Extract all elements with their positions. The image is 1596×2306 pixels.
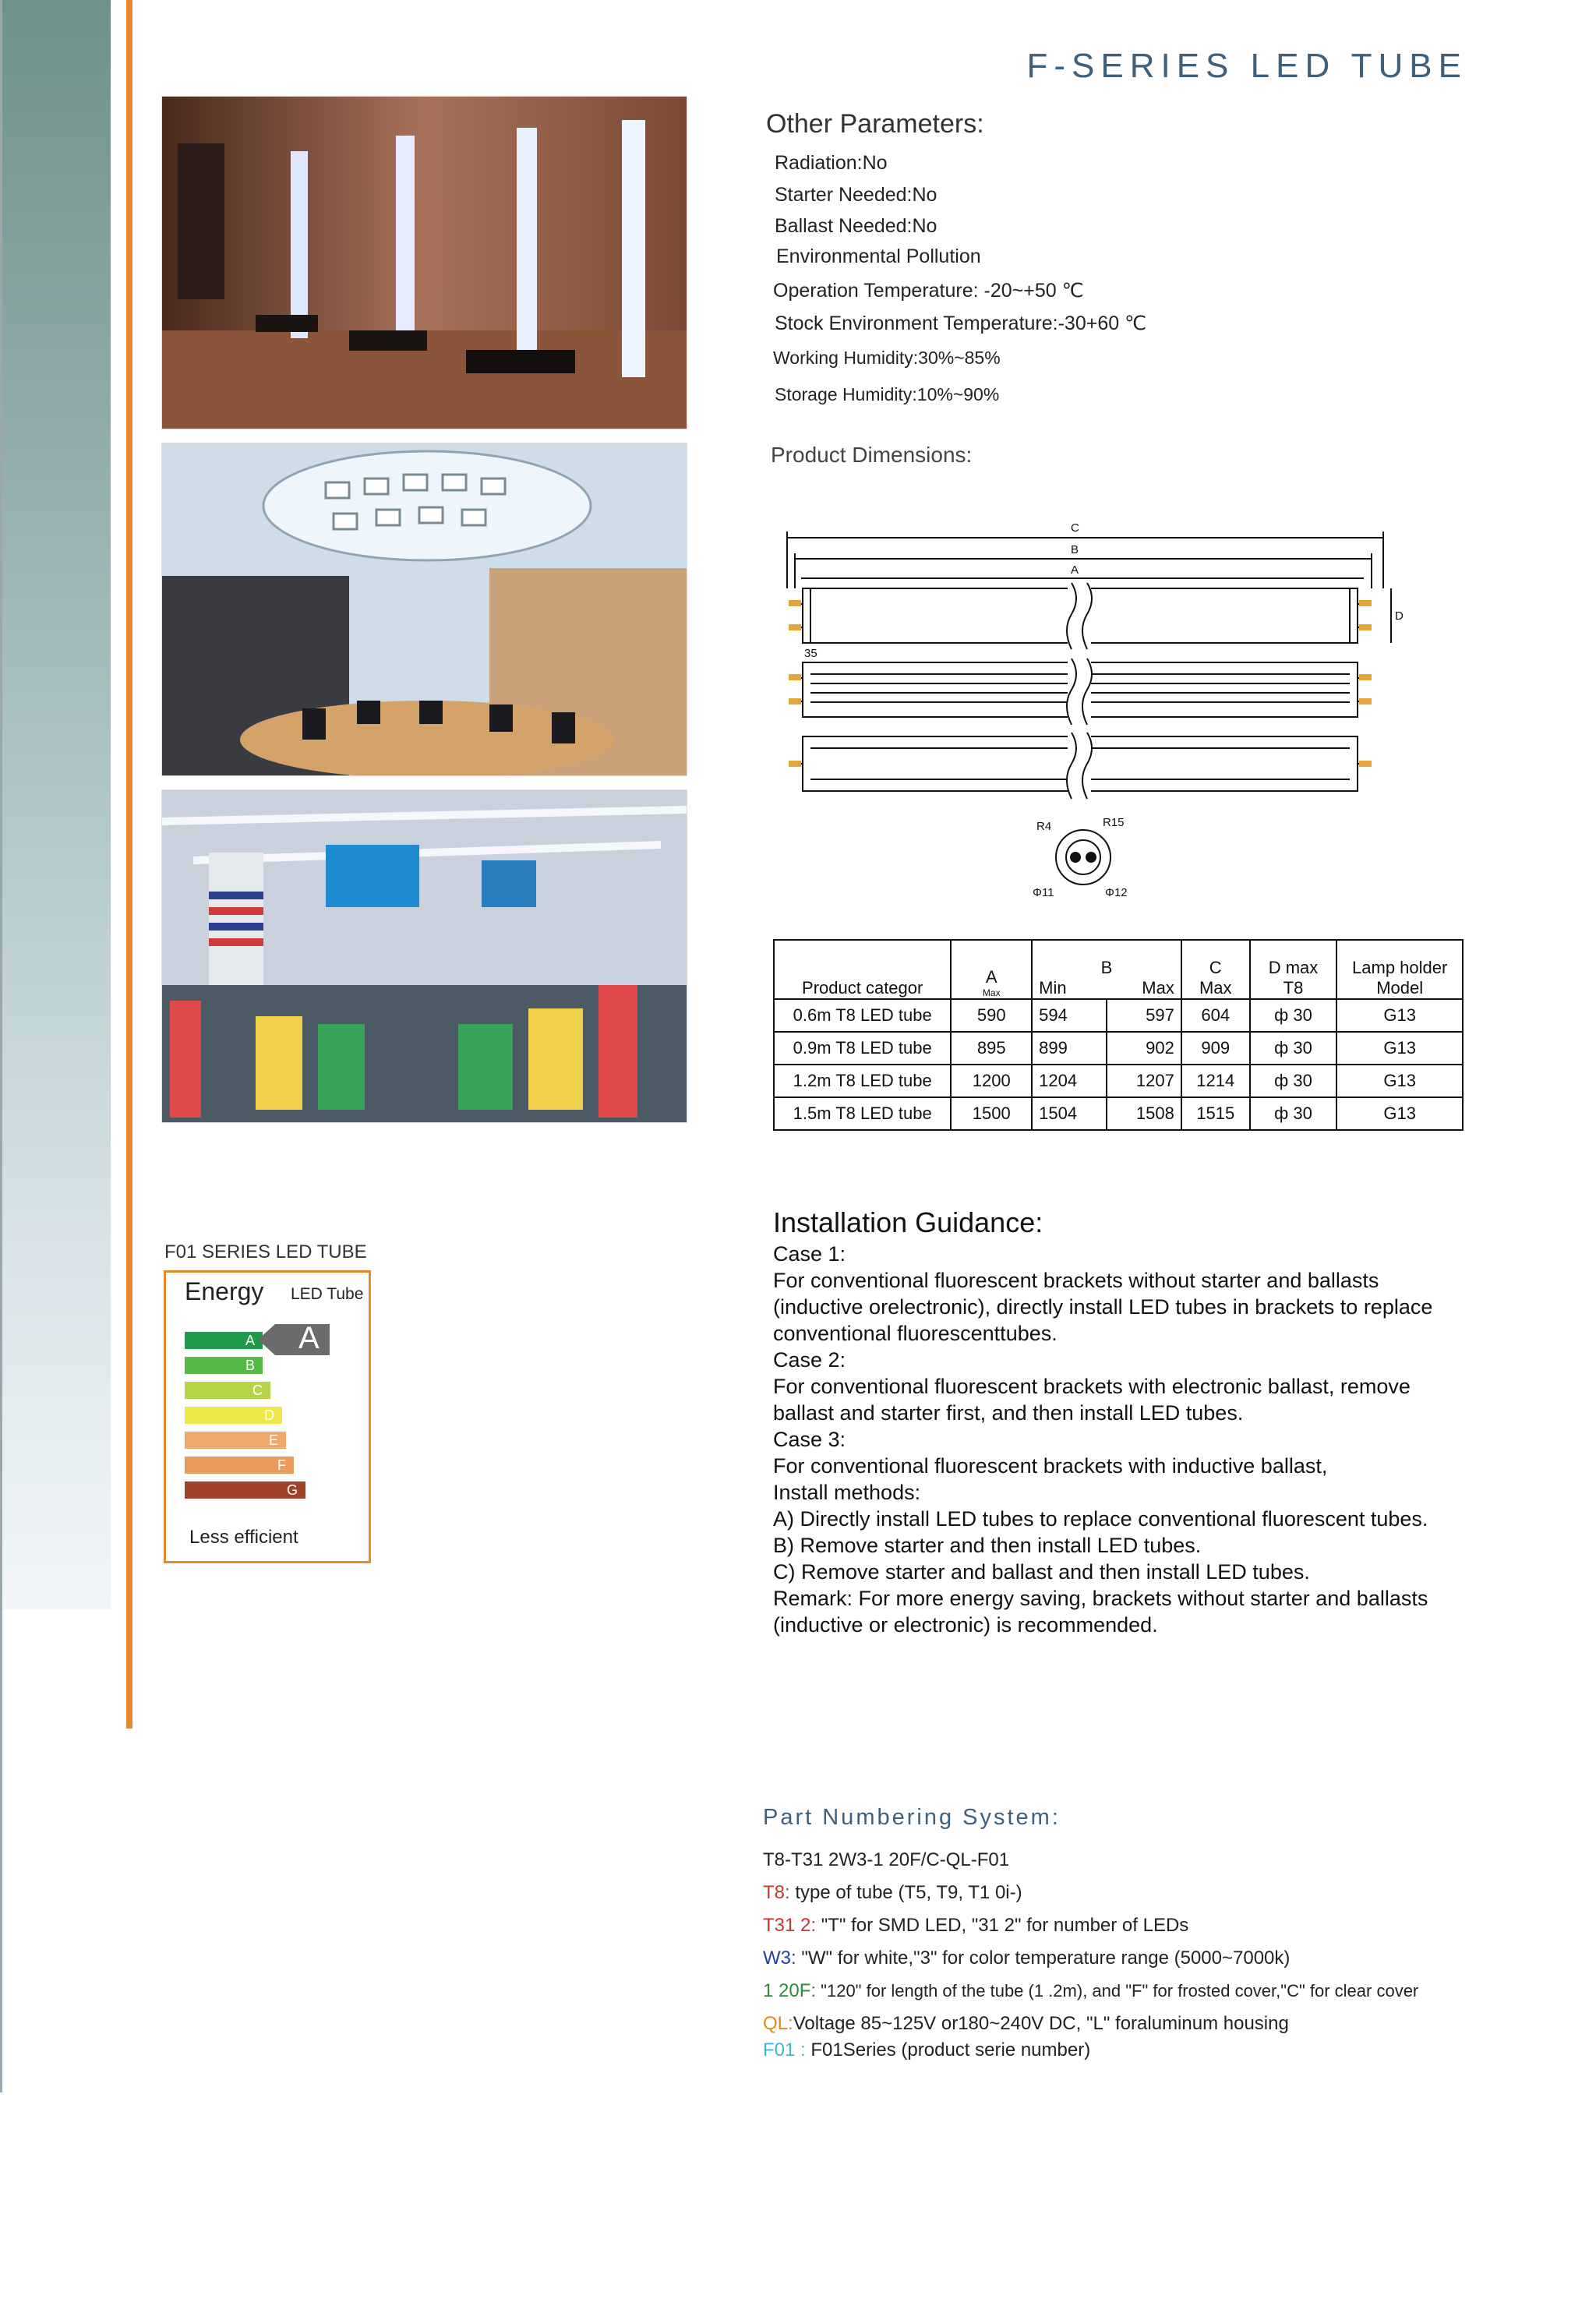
th-a: A Max: [951, 940, 1032, 999]
energy-bar-e: E: [185, 1432, 286, 1449]
part-number-item: [763, 1975, 1542, 2008]
dim-label-r4: R4: [1036, 820, 1052, 833]
part-desc: F01Series (product serie number): [805, 2039, 1091, 2061]
energy-bar-a: A: [185, 1332, 263, 1349]
cell-a: 895: [951, 1032, 1032, 1065]
part-number-item: [763, 1877, 1542, 1909]
energy-label: [164, 1270, 371, 1563]
install-line: conventional fluorescenttubes.: [773, 1322, 1058, 1345]
cell-b-max: 902: [1107, 1032, 1181, 1065]
install-line: For conventional fluorescent brackets with inductive ballast,: [773, 1454, 1328, 1478]
page-title: F-SERIES LED TUBE: [1026, 47, 1467, 85]
cell-b-max: 597: [1107, 999, 1181, 1032]
cell-product: 0.9m T8 LED tube: [774, 1032, 951, 1065]
cell-c: 1515: [1181, 1097, 1250, 1130]
cell-c: 604: [1181, 999, 1250, 1032]
part-numbering-heading: Part Numbering System:: [763, 1805, 1061, 1830]
energy-bar-d: D: [185, 1407, 282, 1424]
param-operation-temp: Operation Temperature: -20~+50 ℃: [773, 280, 1084, 302]
cell-c: 909: [1181, 1032, 1250, 1065]
energy-label-caption: F01 SERIES LED TUBE: [164, 1241, 367, 1262]
param-ballast: Ballast Needed:No: [775, 215, 937, 237]
cell-product: 0.6m T8 LED tube: [774, 999, 951, 1032]
table-row: [774, 999, 1463, 1032]
part-code: T31 2:: [763, 1915, 817, 1936]
th-d: D max T8: [1250, 940, 1337, 999]
cell-lamp: G13: [1336, 1065, 1463, 1097]
cell-b-min: 899: [1032, 1032, 1107, 1065]
installation-text: [773, 1241, 1474, 1638]
part-numbering-list: [763, 1844, 1542, 2067]
sidebar-gradient: [0, 0, 111, 1609]
install-line: For conventional fluorescent brackets with electronic ballast, remove: [773, 1375, 1411, 1398]
photo-meeting-room: [161, 443, 687, 776]
energy-footer: Less efficient: [189, 1527, 298, 1548]
energy-bar-b: B: [185, 1357, 263, 1374]
install-line: Install methods:: [773, 1481, 921, 1504]
install-line: A) Directly install LED tubes to replace conventional fluorescent tubes.: [773, 1507, 1428, 1531]
install-line: C) Remove starter and ballast and then install LED tubes.: [773, 1560, 1310, 1584]
energy-title: Energy: [185, 1277, 264, 1305]
part-desc: "T" for SMD LED, "31 2" for number of LEDs: [816, 1915, 1189, 1936]
part-number-item: [763, 1909, 1542, 1942]
cell-product: 1.2m T8 LED tube: [774, 1065, 951, 1097]
dim-label-offset: 35: [804, 647, 817, 660]
part-desc: "W" for white,"3" for color temperature range (5000~7000k): [796, 1948, 1291, 1969]
part-desc: type of tube (T5, T9, T1 0i-): [789, 1882, 1022, 1903]
other-parameters-heading: Other Parameters:: [766, 109, 984, 139]
part-code: F01 :: [763, 2039, 806, 2061]
cell-d: ф 30: [1250, 1097, 1337, 1130]
th-lamp: Lamp holder Model: [1336, 940, 1463, 999]
energy-bar-c: C: [185, 1382, 270, 1399]
install-line: B) Remove starter and then install LED tubes.: [773, 1534, 1202, 1557]
install-line: ballast and starter first, and then install LED tubes.: [773, 1401, 1244, 1425]
param-radiation: Radiation:No: [775, 152, 888, 174]
dim-label-b: B: [1071, 543, 1079, 556]
cell-a: 1200: [951, 1065, 1032, 1097]
photo-supermarket: [161, 789, 687, 1123]
param-working-humidity: Working Humidity:30%~85%: [773, 348, 1001, 368]
dimensions-heading: Product Dimensions:: [771, 443, 973, 467]
cell-lamp: G13: [1336, 1097, 1463, 1130]
installation-heading: Installation Guidance:: [773, 1206, 1043, 1238]
install-line: Case 2:: [773, 1348, 846, 1372]
dimension-diagram: [779, 514, 1418, 920]
install-line: Case 3:: [773, 1428, 846, 1451]
install-line: Case 1:: [773, 1242, 846, 1266]
dim-label-r15: R15: [1103, 816, 1125, 829]
cell-lamp: G13: [1336, 1032, 1463, 1065]
cell-b-min: 594: [1032, 999, 1107, 1032]
sidebar-edge-line: [0, 0, 2, 2092]
energy-rating: A: [298, 1321, 320, 1355]
install-line: Remark: For more energy saving, brackets without starter and ballasts: [773, 1587, 1428, 1610]
orange-vertical-rule: [126, 0, 132, 1729]
dim-label-d: D: [1395, 609, 1404, 623]
cell-product: 1.5m T8 LED tube: [774, 1097, 951, 1130]
cell-b-min: 1504: [1032, 1097, 1107, 1130]
part-number-example: T8-T31 2W3-1 20F/C-QL-F01: [763, 1849, 1010, 1870]
cell-c: 1214: [1181, 1065, 1250, 1097]
part-desc: "120" for length of the tube (1 .2m), and "F" for frosted cover,"C" for clear cover: [816, 1981, 1419, 2001]
part-desc: Voltage 85~125V or180~240V DC, "L" foraluminum housing: [793, 2013, 1289, 2034]
table-row: [774, 1032, 1463, 1065]
dim-label-a: A: [1071, 563, 1079, 577]
photo-corridor: [161, 96, 687, 429]
cell-d: ф 30: [1250, 1032, 1337, 1065]
part-number-item: [763, 1942, 1542, 1975]
part-code: 1 20F:: [763, 1980, 817, 2001]
dim-label-phi12: Φ12: [1105, 886, 1128, 899]
part-code: QL:: [763, 2013, 793, 2034]
install-line: (inductive orelectronic), directly install LED tubes in brackets to replace: [773, 1295, 1433, 1319]
energy-subtitle: LED Tube: [291, 1285, 364, 1303]
param-starter: Starter Needed:No: [775, 184, 937, 206]
th-product: Product categor: [774, 940, 951, 999]
dim-label-phi11: Φ11: [1033, 886, 1054, 899]
cell-d: ф 30: [1250, 999, 1337, 1032]
th-c: C Max: [1181, 940, 1250, 999]
spec-table: [773, 939, 1464, 1131]
table-row: [774, 1097, 1463, 1130]
install-line: (inductive or electronic) is recommended.: [773, 1613, 1158, 1637]
cell-b-max: 1508: [1107, 1097, 1181, 1130]
part-code: W3:: [763, 1948, 796, 1969]
energy-bar-f: F: [185, 1457, 294, 1474]
cell-d: ф 30: [1250, 1065, 1337, 1097]
param-storage-humidity: Storage Humidity:10%~90%: [775, 384, 1000, 404]
th-b: B Min Max: [1032, 940, 1181, 999]
param-pollution: Environmental Pollution: [776, 245, 981, 267]
cell-lamp: G13: [1336, 999, 1463, 1032]
cell-b-min: 1204: [1032, 1065, 1107, 1097]
part-code: T8:: [763, 1882, 790, 1903]
dim-label-c: C: [1071, 521, 1079, 535]
cell-a: 590: [951, 999, 1032, 1032]
install-line: For conventional fluorescent brackets without starter and ballasts: [773, 1269, 1379, 1292]
cell-a: 1500: [951, 1097, 1032, 1130]
table-row: [774, 1065, 1463, 1097]
energy-bar-g: G: [185, 1481, 305, 1499]
cell-b-max: 1207: [1107, 1065, 1181, 1097]
param-stock-temp: Stock Environment Temperature:-30+60 ℃: [775, 313, 1147, 334]
